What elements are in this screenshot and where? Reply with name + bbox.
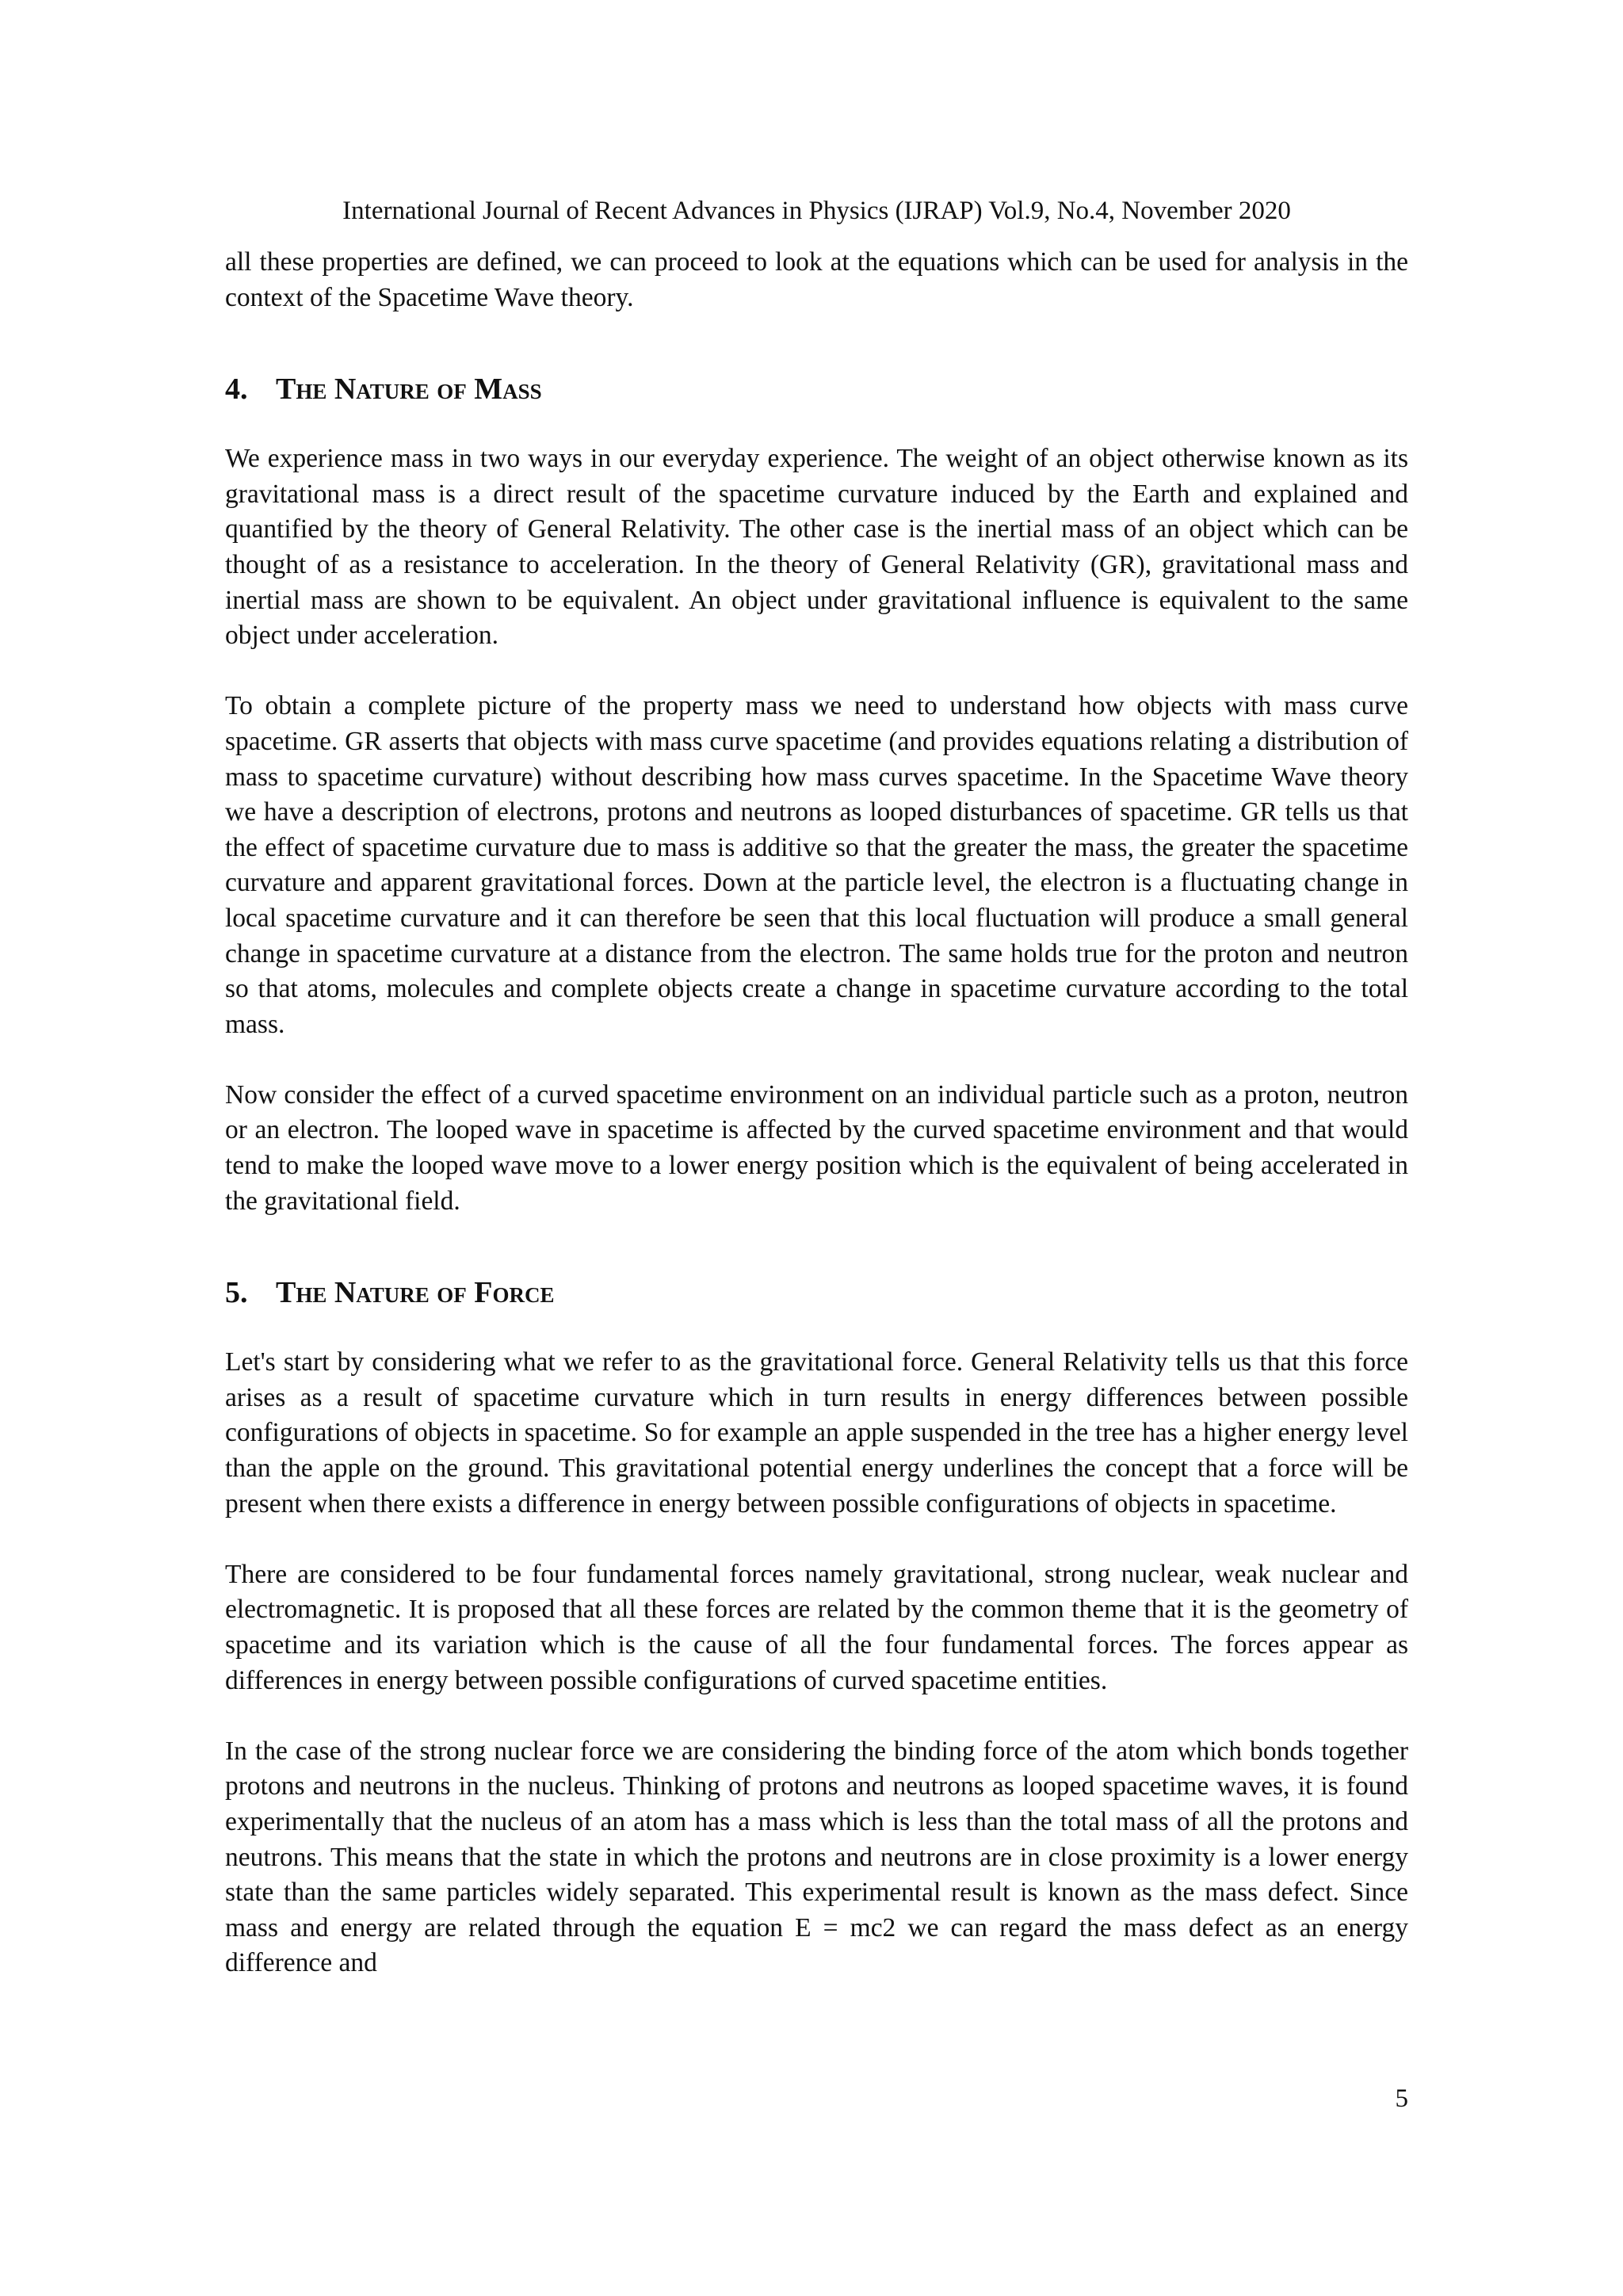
paragraph-force-3: In the case of the strong nuclear force we are considering the binding force of the atom which bonds together protons and neutrons in the nucleus. Thinking of protons and neutrons as looped spacetime waves, it is found experimentally that the nucleus of an atom has a mass which is less than the total mass of all the protons and neutrons. This means that the state in which the protons and neutrons are in close proximity is a lower energy state than the same particles widely separated. This experimental result is known as the mass defect. Since mass and energy are related through the equation E = mc2 we can regard the mass defect as an energy difference and	[225, 1736, 1408, 1978]
section-number: 4.	[225, 372, 248, 407]
section-heading-force	[225, 1274, 1408, 1311]
running-header: International Journal of Recent Advances in Physics (IJRAP) Vol.9, No.4, November 2020	[342, 197, 1291, 225]
paragraph-mass-1: We experience mass in two ways in our everyday experience. The weight of an object otherwise known as its gravitational mass is a direct result of the spacetime curvature induced by the Earth and explained and quantified by the theory of General Relativity. The other case is the inertial mass of an object which can be thought of as a resistance to acceleration. In the theory of General Relativity (GR), gravitational mass and inertial mass are shown to be equivalent. An object under gravitational influence is equivalent to the same object under acceleration.	[225, 444, 1408, 651]
section-title: The Nature of Force	[276, 1276, 555, 1310]
body-text	[225, 245, 1408, 1981]
paragraph-mass-2: To obtain a complete picture of the property mass we need to understand how objects with mass curve spacetime. GR asserts that objects with mass curve spacetime (and provides equations relating a distribution of mass to spacetime curvature) without describing how mass curves spacetime. In the Spacetime Wave theory we have a description of electrons, protons and neutrons as looped disturbances of spacetime. GR tells us that the effect of spacetime curvature due to mass is additive so that the greater the mass, the greater the spacetime curvature and apparent gravitational forces. Down at the particle level, the electron is a fluctuating change in local spacetime curvature and it can therefore be seen that this local fluctuation will produce a small general change in spacetime curvature at a distance from the electron. The same holds true for the proton and neutron so that atoms, molecules and complete objects create a change in spacetime curvature according to the total mass.	[225, 691, 1408, 1039]
paragraph-force-1: Let's start by considering what we refer to as the gravitational force. General Relativity tells us that this force arises as a result of spacetime curvature which in turn results in energy differences between possible configurations of objects in spacetime. So for example an apple suspended in the tree has a higher energy level than the apple on the ground. This gravitational potential energy underlines the concept that a force will be present when there exists a difference in energy between possible configurations of objects in spacetime.	[225, 1347, 1408, 1519]
section-heading-mass	[225, 371, 1408, 407]
paragraph-mass-3: Now consider the effect of a curved spacetime environment on an individual particle such as a proton, neutron or an electron. The looped wave in spacetime is affected by the curved spacetime environment and that would tend to make the looped wave move to a lower energy position which is the equivalent of being accelerated in the gravitational field.	[225, 1079, 1408, 1216]
document-page	[225, 0, 1408, 2296]
page-number: 5	[1395, 2084, 1408, 2113]
intro-paragraph: all these properties are defined, we can proceed to look at the equations which can be used for analysis in the context of the Spacetime Wave theory.	[225, 247, 1408, 312]
section-number: 5.	[225, 1276, 248, 1310]
section-title: The Nature of Mass	[276, 372, 542, 407]
paragraph-force-2: There are considered to be four fundamental forces namely gravitational, strong nuclear, weak nuclear and electromagnetic. It is proposed that all these forces are related by the common theme that it is the geometry of spacetime and its variation which is the cause of all the four fundamental forces. The forces appear as differences in energy between possible configurations of curved spacetime entities.	[225, 1559, 1408, 1695]
